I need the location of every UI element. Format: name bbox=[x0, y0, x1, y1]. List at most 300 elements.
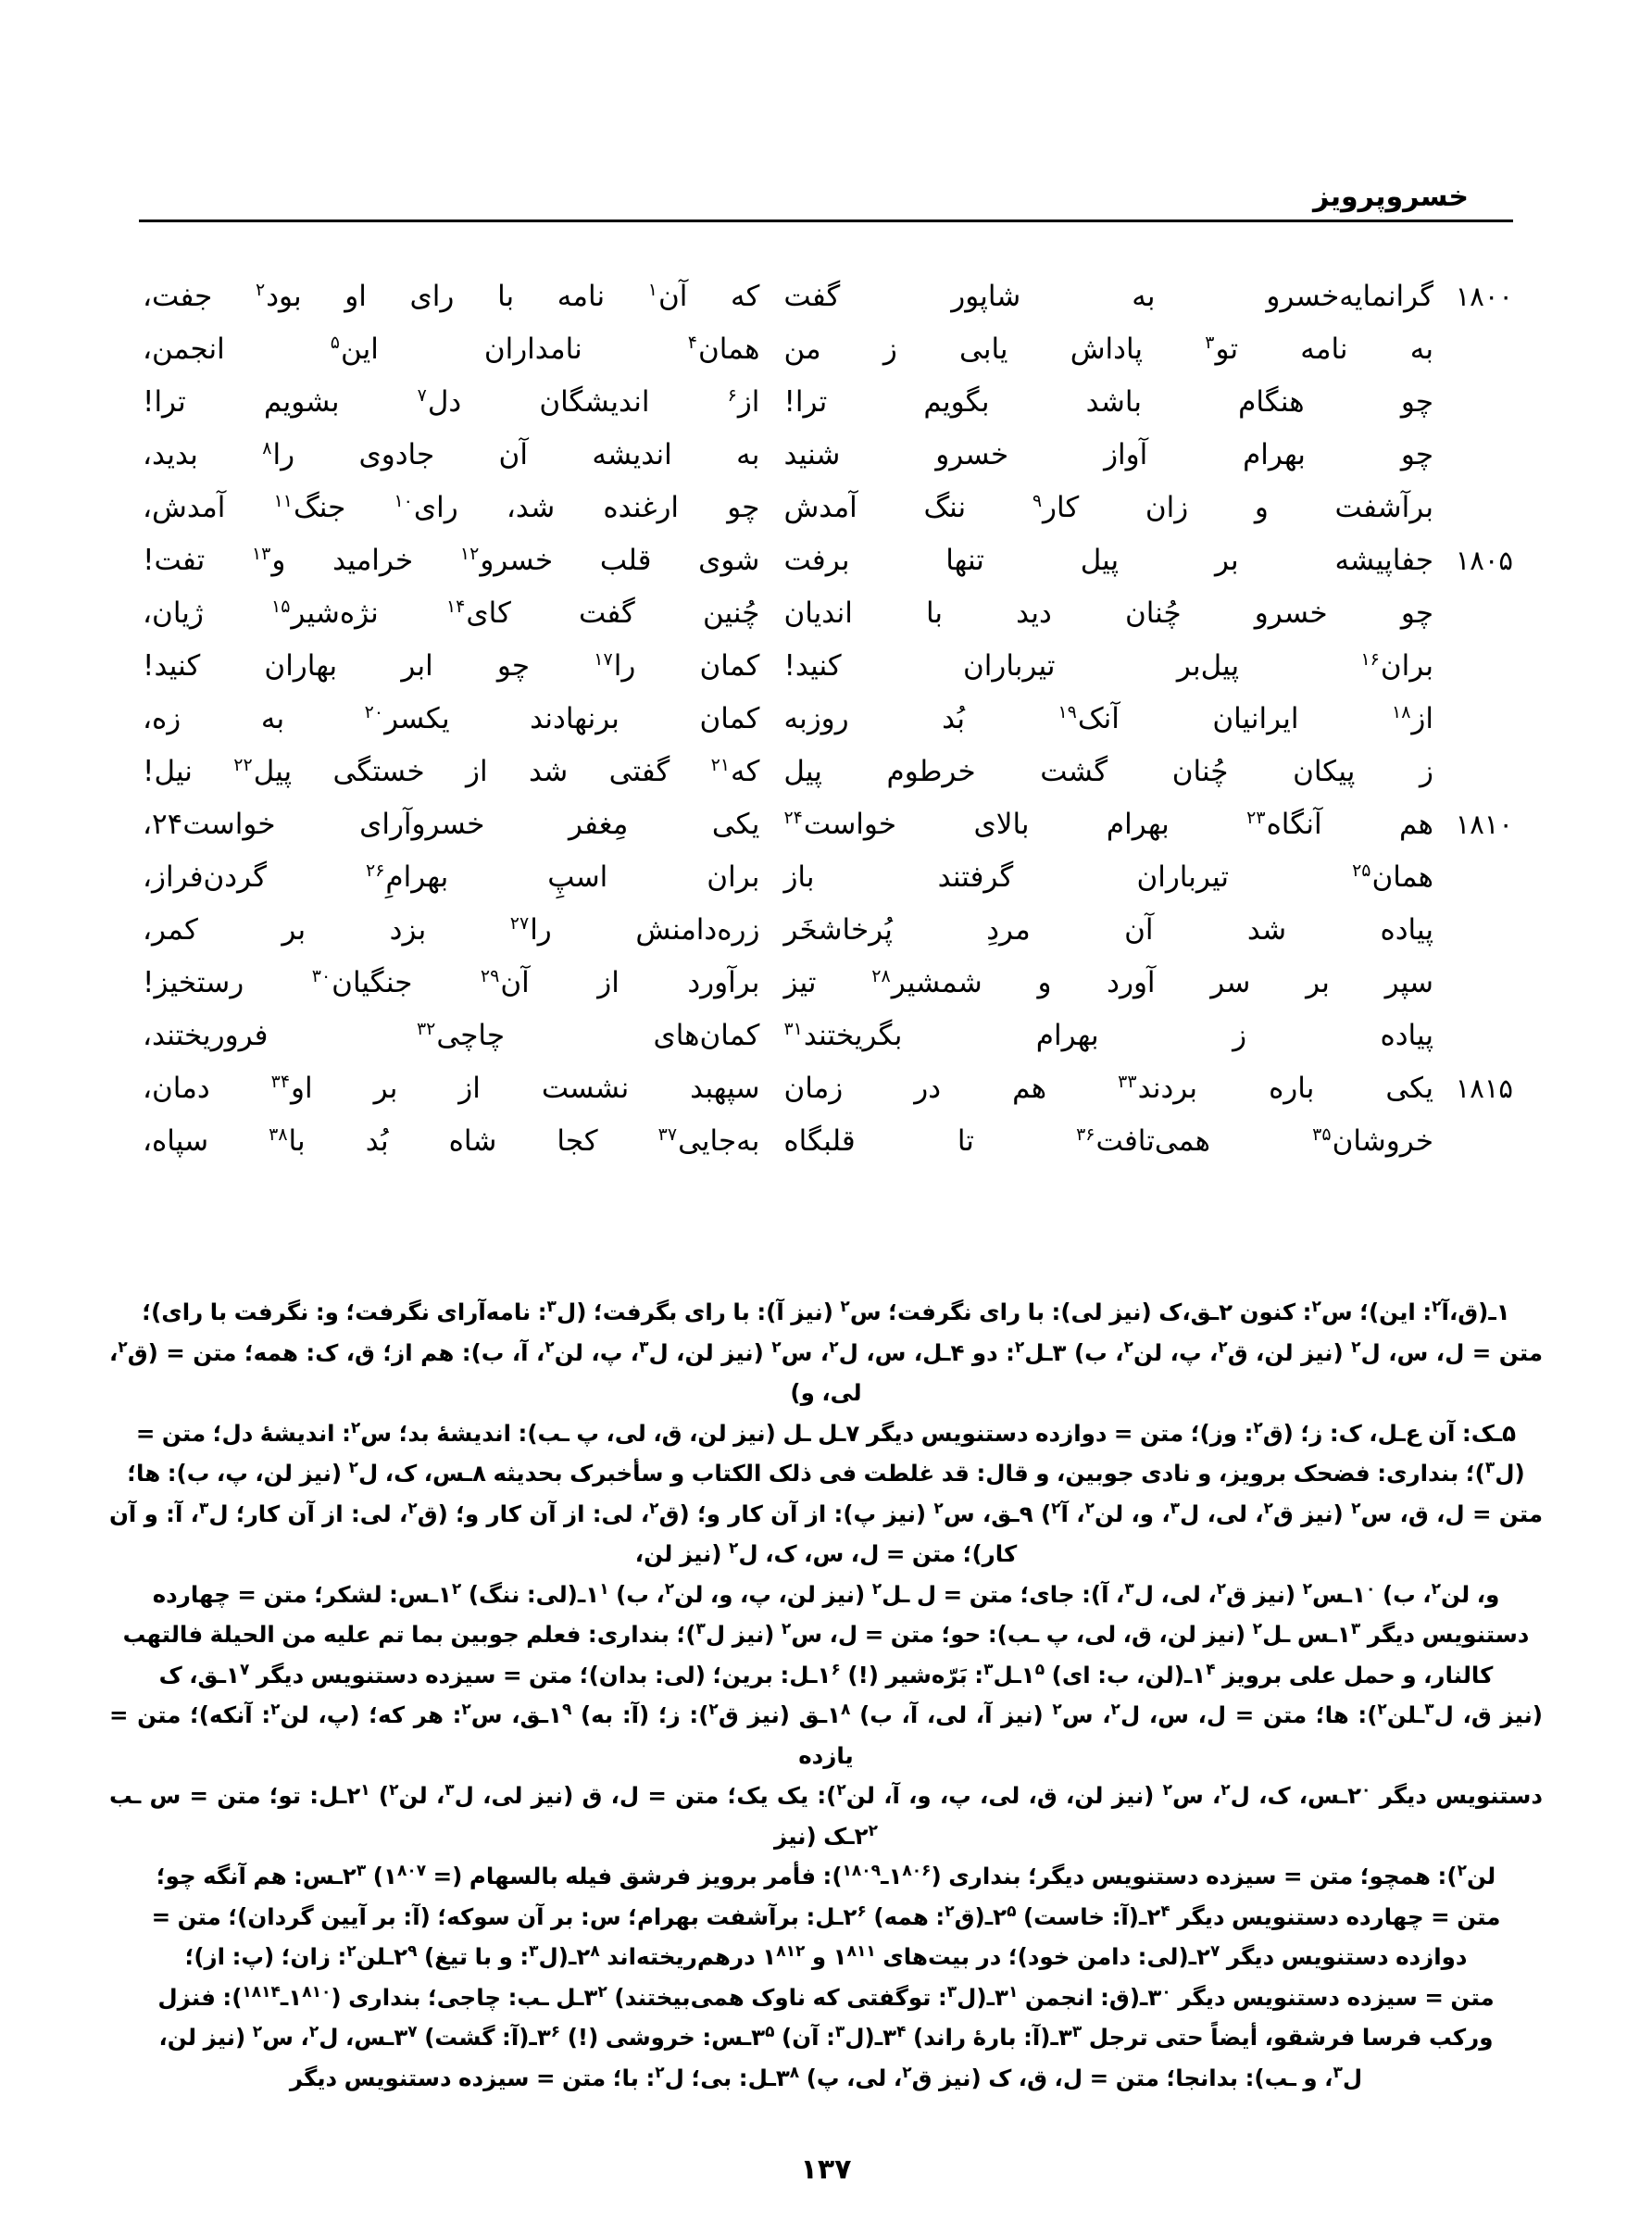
apparatus-line: متن = ل، ق، س$^۲$ (نیز ق$^۲$، لی، ل$^۳$، و، لن$^۲$، آ$^۲$) ۹ـق، س$^۲$ (نیز پ): از آن کار و؛ (ق$^۲$، لی: از آن کار و؛ (ق$^۲$، لی: از آن کار؛ ل$^۳$، آ: و آن کار)؛ متن = ل، س، ک، ل$^۲$ (نیز لن، bbox=[109, 1499, 1543, 1567]
siglum-superscript: ۲ bbox=[664, 1579, 675, 1599]
verse-word: خستگی bbox=[332, 755, 425, 788]
siglum-superscript: ۲ bbox=[597, 1982, 607, 2002]
siglum-superscript: ۲ bbox=[1457, 1861, 1467, 1880]
verse-word: پیکان bbox=[1293, 755, 1356, 788]
verse-word: شد bbox=[529, 755, 569, 788]
verse-word: از bbox=[458, 1072, 481, 1105]
verse-line bbox=[139, 746, 1513, 798]
siglum-superscript: ۹ bbox=[561, 1700, 572, 1719]
siglum-superscript: ۲ bbox=[933, 1499, 944, 1518]
verse-line bbox=[139, 798, 1513, 851]
siglum-superscript: ۲ bbox=[1432, 1297, 1442, 1316]
siglum-superscript: ۱ bbox=[599, 1579, 609, 1599]
siglum-superscript: ۲ bbox=[1377, 1700, 1387, 1719]
footnote-marker[interactable]: ۷ bbox=[417, 384, 427, 406]
footnote-marker[interactable]: ۹ bbox=[1032, 490, 1043, 511]
verse-word: بردند$^{۳۳}$ bbox=[1118, 1071, 1198, 1105]
hemistich-first bbox=[759, 1062, 1433, 1115]
verse-word: و bbox=[1037, 966, 1052, 999]
footnote-marker[interactable]: ۳۵ bbox=[1312, 1123, 1332, 1145]
hemistich-first bbox=[759, 798, 1433, 851]
siglum-superscript: ۶ bbox=[857, 1901, 867, 1921]
verse-word: چو bbox=[1400, 385, 1433, 419]
verse-word: همان$^{۲۵}$ bbox=[1352, 860, 1433, 894]
verse-word: بران$^{۱۶}$ bbox=[1360, 648, 1433, 683]
apparatus-line: لن$^۲$): همچو؛ متن = سیزده دستنویس دیگر؛ بنداری $(۱^{۸۰۶}ـ^{۱۸۰۹})$: فأمر برویز فرشق فیله بالسهام (= $۱^{۸۰۷}$) $۲^۳ـس$: هم آنگه چو؛ bbox=[156, 1861, 1496, 1889]
verse-word: رای bbox=[409, 280, 455, 313]
footnote-marker[interactable]: ۱ bbox=[647, 279, 657, 300]
hemistich-first bbox=[759, 693, 1433, 746]
verse-word: با bbox=[925, 596, 944, 630]
footnote-marker[interactable]: ۲۳ bbox=[1246, 807, 1266, 828]
footnote-marker[interactable]: ۲۶ bbox=[365, 860, 385, 881]
siglum-superscript: ۳ bbox=[1071, 2022, 1083, 2041]
verse-word: بزد bbox=[389, 913, 427, 947]
verse-word: بر bbox=[1214, 544, 1239, 577]
siglum-superscript: ۶ bbox=[831, 1660, 841, 1679]
verse-word: بُد bbox=[365, 1124, 389, 1158]
verse-word: ز bbox=[882, 333, 897, 366]
verse-word: جنگیان$^{۳۰}$ bbox=[311, 965, 413, 999]
apparatus-line: متن = ل، س، ل$^۲$ (نیز لن، ق$^۲$، پ، لن$^۲$، ب) ۳ـل$^۲$: دو ۴ـل، س، ل$^۲$، س$^۲$ (نیز لن، ل$^۳$، پ، لن$^۲$، آ، ب): هم از؛ ق، ک: همه؛ متن = (ق$^۲$، لی، و) bbox=[109, 1337, 1543, 1406]
hemistich-first bbox=[759, 851, 1433, 904]
siglum-superscript: ۳ bbox=[834, 2022, 845, 2041]
siglum-superscript: ۰ bbox=[1161, 1982, 1171, 2002]
siglum-superscript: ۵ bbox=[1007, 1901, 1017, 1921]
apparatus-line: ل$^۳$، و ـب): بدانجا؛ متن = ل، ق، ک (نیز ق$^۲$، لی، پ) $۳^۸ـل$: بی؛ ل$^۲$: با؛ متن = سیزده دستنویس دیگر bbox=[289, 2063, 1363, 2091]
verse-word: شاه bbox=[448, 1124, 497, 1158]
verse-number: ۱۸۱۵ bbox=[1455, 1073, 1513, 1104]
siglum-superscript: ۲ bbox=[729, 1538, 739, 1558]
siglum-superscript: ۲ bbox=[461, 1700, 471, 1719]
verse-word: کمر، bbox=[143, 913, 198, 947]
hemistich-second bbox=[139, 323, 759, 376]
verse-word: شد، bbox=[506, 491, 556, 524]
footnote-marker[interactable]: ۳۶ bbox=[1076, 1123, 1095, 1145]
verse-word: نامداران bbox=[483, 333, 582, 366]
verse-word: آن bbox=[1124, 913, 1154, 947]
footnote-marker[interactable]: ۱۹ bbox=[1058, 701, 1077, 722]
textual-apparatus bbox=[109, 1292, 1543, 2098]
siglum-superscript: ۲ bbox=[781, 1619, 792, 1638]
hemistich-second bbox=[139, 482, 759, 534]
footnote-marker[interactable]: ۳۸ bbox=[269, 1123, 288, 1145]
siglum-superscript: ۲ bbox=[1162, 1780, 1172, 1800]
verse-word: روزبه bbox=[783, 702, 849, 735]
hemistich-first bbox=[759, 429, 1433, 482]
siglum-superscript: ۱ bbox=[1007, 1982, 1019, 2002]
verse-word: سر bbox=[1210, 966, 1251, 999]
siglum-superscript: ۲ bbox=[1220, 1780, 1231, 1800]
footnote-marker[interactable]: ۲۸ bbox=[871, 965, 891, 986]
siglum-superscript: ۲ bbox=[451, 1579, 462, 1599]
apparatus-line: کالنار، و حمل علی برویز $۱^۴ـ(لن،$ ب: ای) $۱^۵ـل^۳$: بَرّه‌شیر (!) $۱^۶ـل$: برین؛ (لی: بدان)؛ متن = سیزده دستنویس دیگر $۱^۷ـق،$ ک bbox=[158, 1660, 1494, 1688]
verse-word: کنید! bbox=[143, 649, 201, 683]
siglum-superscript: ۷ bbox=[239, 1660, 250, 1679]
verse-word: کنید! bbox=[783, 649, 842, 683]
verse-word: سپر bbox=[1384, 966, 1433, 999]
verse-word: جنگ$^{۱۱}$ bbox=[273, 490, 346, 524]
verse-word: ترا! bbox=[783, 385, 828, 419]
verse-word: برفت bbox=[783, 544, 850, 577]
verse-block bbox=[139, 270, 1513, 1168]
verse-word: را$^۸$ bbox=[262, 437, 295, 471]
verse-word: آمدش، bbox=[143, 491, 226, 524]
verse-line bbox=[139, 904, 1513, 957]
hemistich-second bbox=[139, 587, 759, 640]
verse-word: گفتی bbox=[608, 755, 670, 788]
siglum-superscript: ۸۱۱ bbox=[846, 1941, 876, 1961]
verse-word: بالای bbox=[973, 808, 1030, 841]
verse-word: پیل bbox=[1080, 544, 1120, 577]
verse-word: بهرام bbox=[1035, 1019, 1099, 1052]
siglum-superscript: ۳ bbox=[1333, 2063, 1343, 2082]
verse-word: بر bbox=[1306, 966, 1330, 999]
siglum-superscript: ۲ bbox=[649, 1499, 659, 1518]
hemistich-first bbox=[759, 1115, 1433, 1168]
siglum-superscript: ۴ bbox=[1160, 1901, 1170, 1921]
verse-word: از bbox=[466, 755, 488, 788]
verse-line bbox=[139, 376, 1513, 429]
siglum-superscript: ۲ bbox=[346, 1941, 357, 1961]
verse-word: خسروآرای bbox=[359, 808, 485, 841]
verse-line bbox=[139, 1115, 1513, 1168]
footnote-marker[interactable]: ۱۵ bbox=[270, 596, 291, 617]
hemistich-second bbox=[139, 640, 759, 693]
verse-word: چو bbox=[1400, 438, 1433, 471]
footnote-marker[interactable]: ۱۱ bbox=[273, 490, 293, 511]
verse-word: برآشفت bbox=[1334, 491, 1433, 524]
verse-word: کمان bbox=[699, 702, 760, 735]
footnote-marker[interactable]: ۲ bbox=[255, 279, 266, 300]
verse-word: هنگام bbox=[1238, 385, 1305, 419]
siglum-superscript: ۴ bbox=[1206, 1660, 1216, 1679]
verse-word: بود$^۲$ bbox=[255, 279, 302, 313]
siglum-superscript: ۲ bbox=[868, 1821, 878, 1840]
verse-word: همان$^۴$ bbox=[687, 332, 760, 366]
verse-word: نامه bbox=[557, 280, 606, 313]
footnote-marker[interactable]: ۱۶ bbox=[1360, 648, 1380, 670]
footnote-marker[interactable]: ۳۷ bbox=[657, 1123, 678, 1145]
siglum-superscript: ۲ bbox=[252, 2022, 263, 2041]
verse-word: نیل! bbox=[143, 755, 193, 788]
verse-word: این$^۵$ bbox=[330, 332, 379, 366]
siglum-superscript: ۷ bbox=[1209, 1941, 1220, 1961]
footnote-marker[interactable]: ۱۷ bbox=[594, 648, 613, 670]
footnote-marker[interactable]: ۲۵ bbox=[1352, 860, 1371, 881]
siglum-superscript: ۲ bbox=[348, 1458, 359, 1477]
verse-word: به bbox=[736, 438, 760, 471]
verse-word: را$^{۲۷}$ bbox=[509, 912, 552, 947]
running-head-title: خسروپرویز bbox=[1313, 181, 1469, 213]
verse-word: چو bbox=[496, 649, 531, 683]
siglum-superscript: ۲ bbox=[1351, 1337, 1361, 1357]
verse-word: گشت bbox=[1040, 755, 1108, 788]
verse-word: و bbox=[1254, 491, 1269, 524]
verse-word: خسرو bbox=[935, 438, 1009, 471]
verse-line bbox=[139, 323, 1513, 376]
verse-word: پیاده bbox=[1380, 913, 1433, 947]
verse-word: زان bbox=[1145, 491, 1189, 524]
verse-word: باره bbox=[1269, 1072, 1315, 1105]
verse-word: شنید bbox=[783, 438, 841, 471]
verse-word: آنک$^{۱۹}$ bbox=[1058, 701, 1120, 735]
verse-word: بهاران bbox=[264, 649, 338, 683]
siglum-superscript: ۲ bbox=[1110, 1700, 1120, 1719]
hemistich-second bbox=[139, 904, 759, 957]
verse-word: رای$^{۱۰}$ bbox=[394, 490, 458, 524]
siglum-superscript: ۲ bbox=[308, 2022, 319, 2041]
verse-word: که bbox=[731, 280, 760, 313]
verse-word: بهرام bbox=[1106, 808, 1170, 841]
footnote-marker[interactable]: ۲۰ bbox=[364, 701, 384, 722]
apparatus-line: و، لن$^۲$، ب) $۱^۰ـس^۲$ (نیز ق$^۲$، لی، ل$^۳$، آ): جای؛ متن = ل ـل$^۲$ (نیز لن، پ، و، لن$^۲$، ب) $۱^۱ـ(لی$: ننگ) $۱^۲ـس$: لشکر؛ متن = چهارده bbox=[152, 1579, 1500, 1608]
siglum-superscript: ۲ bbox=[1253, 1418, 1263, 1437]
verse-word: از bbox=[597, 966, 620, 999]
footnote-marker[interactable]: ۲۷ bbox=[509, 912, 530, 934]
verse-word: خرطوم bbox=[886, 755, 976, 788]
footnote-marker[interactable]: ۱۳ bbox=[251, 543, 271, 564]
siglum-superscript: ۳ bbox=[546, 1297, 557, 1316]
verse-word: ابر bbox=[401, 649, 433, 683]
siglum-superscript: ۲ bbox=[1252, 1619, 1263, 1638]
verse-word: هم bbox=[1399, 808, 1433, 841]
verse-word: او bbox=[344, 280, 367, 313]
siglum-superscript: ۲ bbox=[1216, 1579, 1227, 1599]
siglum-superscript: ۲ bbox=[902, 2063, 912, 2082]
footnote-marker[interactable]: ۳۲ bbox=[416, 1018, 436, 1039]
verse-word: ز bbox=[1233, 1019, 1247, 1052]
verse-word: زره‌دامنش bbox=[635, 913, 760, 947]
siglum-superscript: ۲ bbox=[871, 1579, 882, 1599]
apparatus-line: متن = چهارده دستنویس دیگر $۲^۴ـ(آ$: خاست) $۲^۵ـ(ق^۲$: همه) $۲^۶ـل$: برآشفت بهرام؛ س: بر آن سوکه؛ (آ: بر آیین گردان)؛ متن = bbox=[151, 1901, 1501, 1930]
siglum-superscript: ۱ bbox=[360, 1780, 370, 1800]
verse-word: آنگاه$^{۲۳}$ bbox=[1246, 807, 1322, 841]
hemistich-first bbox=[759, 323, 1433, 376]
siglum-superscript: ۸ bbox=[789, 2063, 800, 2082]
verse-word: چُنان bbox=[1171, 755, 1229, 788]
verse-word: و$^{۱۳}$ bbox=[251, 543, 286, 577]
verse-word: دید bbox=[1016, 596, 1052, 630]
verse-word: شوی bbox=[698, 544, 760, 577]
siglum-superscript: ۳ bbox=[1350, 1619, 1361, 1638]
verse-word: دل$^۷$ bbox=[417, 384, 462, 419]
verse-word: ز bbox=[1420, 755, 1433, 788]
footnote-marker[interactable]: ۱۲ bbox=[459, 543, 480, 564]
verse-word: ارغنده bbox=[603, 491, 680, 524]
verse-line bbox=[139, 270, 1513, 323]
footnote-marker[interactable]: ۲۴ bbox=[783, 807, 803, 828]
verse-word: یابی bbox=[958, 333, 1008, 366]
verse-word: انجمن، bbox=[143, 333, 225, 366]
verse-word: از$^۶$ bbox=[727, 384, 760, 419]
verse-word: هم bbox=[1012, 1072, 1047, 1105]
verse-word: بهرام bbox=[1243, 438, 1306, 471]
verse-word: آن$^۱$ bbox=[647, 279, 688, 313]
siglum-superscript: ۹ bbox=[407, 1941, 418, 1961]
siglum-superscript: ۳ bbox=[444, 1780, 455, 1800]
folio-number: ۱۳۷ bbox=[800, 2153, 852, 2186]
verse-word: رستخیز! bbox=[143, 966, 244, 999]
verse-word: کجا bbox=[557, 1124, 598, 1158]
verse-line bbox=[139, 587, 1513, 640]
verse-word: تفت! bbox=[143, 544, 206, 577]
verse-word: جادوی bbox=[358, 438, 435, 471]
verse-word: تیز bbox=[783, 966, 817, 999]
verse-word: به‌جایی$^{۳۷}$ bbox=[657, 1123, 760, 1158]
verse-word: آواز bbox=[1104, 438, 1148, 471]
siglum-superscript: ۲ bbox=[389, 1780, 399, 1800]
verse-word: جفاپیشه bbox=[1334, 544, 1433, 577]
verse-line bbox=[139, 640, 1513, 693]
verse-word: مِغفر bbox=[568, 808, 629, 841]
siglum-superscript: ۲ bbox=[1014, 1337, 1025, 1357]
verse-word: باشد bbox=[1085, 385, 1142, 419]
siglum-superscript: ۸۱۰ bbox=[302, 1982, 332, 2002]
hemistich-second bbox=[139, 957, 759, 1010]
verse-word: برنهادند bbox=[530, 702, 620, 735]
verse-word: قلبگاه bbox=[783, 1124, 856, 1158]
footnote-marker[interactable]: ۲۲ bbox=[233, 754, 253, 775]
verse-word: آورد bbox=[1107, 966, 1156, 999]
verse-word: یکی bbox=[1385, 1072, 1433, 1105]
footnote-marker[interactable]: ۳۴ bbox=[270, 1071, 291, 1092]
verse-word: چو bbox=[727, 491, 760, 524]
verse-word: با$^{۳۸}$ bbox=[269, 1123, 306, 1158]
verse-word: پیل$^{۲۲}$ bbox=[233, 754, 293, 788]
verse-number: ۱۸۱۰ bbox=[1455, 809, 1513, 840]
verse-word: خواست۲۴، bbox=[143, 808, 276, 841]
verse-word: تا bbox=[957, 1124, 974, 1158]
verse-word: او$^{۳۴}$ bbox=[270, 1071, 313, 1105]
siglum-superscript: ۳ bbox=[1170, 1499, 1181, 1518]
verse-word: بدید، bbox=[143, 438, 198, 471]
footnote-marker[interactable]: ۱۴ bbox=[445, 596, 466, 617]
siglum-superscript: ۳ bbox=[983, 1660, 994, 1679]
verse-word: شد bbox=[1246, 913, 1287, 947]
verse-word: به bbox=[1132, 280, 1156, 313]
verse-word: آن bbox=[498, 438, 528, 471]
siglum-superscript: ۲ bbox=[1084, 1499, 1095, 1518]
verse-word: ایرانیان bbox=[1212, 702, 1299, 735]
siglum-superscript: ۲ bbox=[1123, 1337, 1133, 1357]
siglum-superscript: ۱۸۱۴ bbox=[242, 1982, 281, 2002]
verse-word: اندیشه bbox=[592, 438, 672, 471]
hemistich-second bbox=[139, 1010, 759, 1062]
verse-word: بر bbox=[282, 913, 307, 947]
verse-word: اندیان bbox=[783, 596, 853, 630]
footnote-marker[interactable]: ۸ bbox=[262, 437, 272, 458]
apparatus-line: (نیز ق، ل$^۳$ـلن$^۲$): ها؛ متن = ل، س، ل$^۲$، س$^۲$ (نیز آ، لی، آ، ب) $۱^۸ـق$ (نیز ق$^۲$): ز؛ (آ: به) $۱^۹ـق،$ س$^۲$: هر که؛ (پ، لن$^۲$: آنکه)؛ متن = یازده bbox=[109, 1700, 1543, 1769]
verse-word: بران bbox=[707, 860, 760, 894]
footnote-marker[interactable]: ۲۹ bbox=[480, 965, 500, 986]
siglum-superscript: ۸ bbox=[590, 1941, 600, 1961]
verse-word: چاچی$^{۳۲}$ bbox=[416, 1018, 506, 1052]
verse-word: بُد bbox=[942, 702, 965, 735]
siglum-superscript: ۳ bbox=[1484, 1458, 1496, 1477]
verse-word: خسرو$^{۱۲}$ bbox=[459, 543, 554, 577]
hemistich-second bbox=[139, 270, 759, 323]
running-head-block bbox=[139, 182, 1513, 222]
verse-line bbox=[139, 851, 1513, 904]
verse-word: اندیشگان bbox=[539, 385, 650, 419]
hemistich-second bbox=[139, 746, 759, 798]
verse-word: پاداش bbox=[1070, 333, 1144, 366]
verse-word: مردِ bbox=[986, 913, 1031, 947]
hemistich-first bbox=[759, 1010, 1433, 1062]
verse-word: خرامید bbox=[332, 544, 414, 577]
siglum-superscript: ۲ bbox=[840, 1297, 850, 1316]
verse-word: خسرو bbox=[1254, 596, 1328, 630]
verse-word: کار$^۹$ bbox=[1032, 490, 1080, 524]
verse-word: گفت bbox=[578, 596, 635, 630]
verse-word: بشویم bbox=[263, 385, 340, 419]
hemistich-first bbox=[759, 640, 1433, 693]
verse-word: را$^{۱۷}$ bbox=[594, 648, 636, 683]
verse-word: ژیان، bbox=[143, 596, 204, 630]
verse-word: جفت، bbox=[143, 280, 213, 313]
hemistich-second bbox=[139, 376, 759, 429]
footnote-marker[interactable]: ۳۳ bbox=[1118, 1071, 1137, 1092]
verse-word: پیل‌بر bbox=[1176, 649, 1240, 683]
apparatus-line: ۵ـک: آن ع‌ـل، ک: ز؛ (ق$^۲$: وز)؛ متن = دوازده دستنویس دیگر ۷ـل ـل (نیز لن، ق، لی، پ ـب): اندیشهٔ بد؛ س$^۲$: اندیشهٔ دل؛ متن = bbox=[135, 1418, 1517, 1447]
footnote-marker[interactable]: ۳۱ bbox=[783, 1018, 803, 1039]
verse-word: کمان‌های bbox=[653, 1019, 760, 1052]
verse-word: باز bbox=[783, 860, 815, 894]
verse-word: با bbox=[497, 280, 515, 313]
hemistich-first bbox=[759, 587, 1433, 640]
verse-word: بهرامِ$^{۲۶}$ bbox=[365, 860, 449, 894]
verse-word: من bbox=[783, 333, 821, 366]
verse-word: پُرخاشخَر bbox=[783, 913, 893, 947]
footnote-marker[interactable]: ۶ bbox=[727, 384, 737, 406]
verse-word: نشست bbox=[541, 1072, 630, 1105]
hemistich-second bbox=[139, 534, 759, 587]
verse-word: قلب bbox=[599, 544, 652, 577]
verse-word: ترا! bbox=[143, 385, 186, 419]
verse-word: یکی bbox=[711, 808, 760, 841]
siglum-superscript: ۲ bbox=[270, 1700, 281, 1719]
footnote-marker[interactable]: ۲۱ bbox=[710, 754, 731, 775]
running-head-divider bbox=[139, 220, 1513, 222]
verse-word: همی‌تافت$^{۳۶}$ bbox=[1076, 1123, 1210, 1158]
hemistich-first bbox=[759, 746, 1433, 798]
verse-word: شمشیر$^{۲۸}$ bbox=[871, 965, 982, 999]
siglum-superscript: ۲ bbox=[1218, 1337, 1228, 1357]
apparatus-line: دستنویس دیگر $۲^۰ـس،$ ک، ل$^۲$، س$^۲$ (نیز لن، ق، لی، پ، و، آ، لن$^۲$): یک یک؛ متن = ل، ق (نیز لی، ل$^۳$، لن$^۲$) $۲^۱ـل$: تو؛ متن = س ـب $۲^۲ـک$ (نیز bbox=[109, 1780, 1543, 1850]
hemistich-second bbox=[139, 1115, 759, 1168]
verse-word: کمان bbox=[699, 649, 760, 683]
siglum-superscript: ۳ bbox=[529, 1941, 539, 1961]
footnote-marker[interactable]: ۱۰ bbox=[394, 490, 413, 511]
verse-word: کای$^{۱۴}$ bbox=[445, 596, 511, 630]
verse-word: نامه bbox=[1300, 333, 1348, 366]
footnote-marker[interactable]: ۴ bbox=[687, 332, 697, 353]
siglum-superscript: ۲ bbox=[771, 1337, 782, 1357]
siglum-superscript: ۳ bbox=[198, 1499, 209, 1518]
verse-line bbox=[139, 957, 1513, 1010]
hemistich-first bbox=[759, 482, 1433, 534]
footnote-marker[interactable]: ۱۸ bbox=[1391, 701, 1411, 722]
verse-word: زه، bbox=[143, 702, 181, 735]
footnote-marker[interactable]: ۳ bbox=[1205, 332, 1215, 353]
footnote-marker[interactable]: ۵ bbox=[330, 332, 340, 353]
apparatus-line: ورکب فرسا فرشقو، أیضاً حتی ترجل $۳^۳ـ(آ$: بارهٔ راند) $۳^۴ـ(ل^۳$: آن) $۳^۵ـس$: خروشی (!) $۳^۶ـ(آ$: گشت) $۳^۷ـس،$ ل$^۲$، س$^۲$ (نیز لن، bbox=[158, 2022, 1494, 2051]
footnote-marker[interactable]: ۳۰ bbox=[311, 965, 332, 986]
verse-word: که$^{۲۱}$ bbox=[710, 754, 760, 788]
verse-line bbox=[139, 482, 1513, 534]
siglum-superscript: ۸۰۷ bbox=[396, 1861, 427, 1880]
